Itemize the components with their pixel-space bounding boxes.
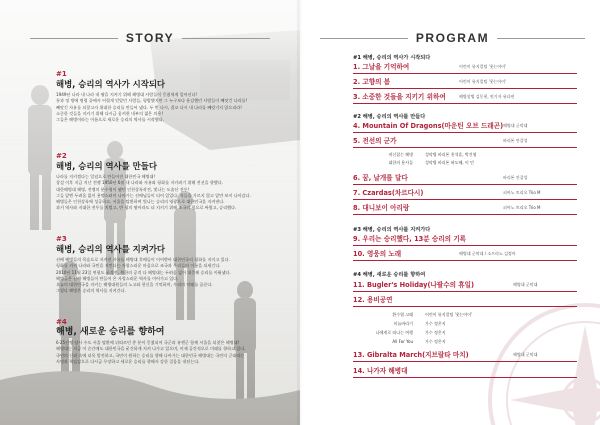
program-title: 7. Czardas(차르다시) <box>353 189 424 197</box>
program-title: 11. Bugler's Holiday(나팔수의 휴일) <box>353 281 475 289</box>
program-sub-item <box>353 321 577 327</box>
heading-rule <box>320 38 408 39</box>
story-title: 해병, 승리의 역사를 지켜가다 <box>56 244 166 254</box>
program-performer: 어린이 뮤지컬팀 '웃는아이' <box>459 64 507 69</box>
program-title: 9. 우리는 승리했다, 13분 승리의 기록 <box>353 235 467 243</box>
program-performer: 해병상병 김동현, 연기자 유다연 <box>459 94 515 99</box>
sub-performer: 어린이 뮤지컬팀 '웃는아이' <box>425 312 473 317</box>
story-title: 해병, 새로운 승리를 향하여 <box>56 327 165 337</box>
story-body: 6·25전쟁 당시 수도 서울 탈환에 뒤따르던 총 분이 뭉쳤되어 국군과 유엔군 함께 서울을 되찾은 해병대! 해병대는 지금 이 순간에도 대한민국을 굳건하게 지켜 나가고 있으며, 이제 공간적으로 미래를 향하고 있다. 국민의 신뢰 속에 더욱 발전하고, 국민이 원하는 승리를 향해 나아가는 대한민국 해병대는 국민의 군대라는 사명과 책임감으로 다시금 무장하고 새로운 승리를 향해서 강한 걸음을 내딛는다. <box>56 340 246 364</box>
sub-song: 귀신잡는 해병 <box>388 152 413 157</box>
program-title: 4. Mountain Of Dragons(마운틴 오브 드래곤) <box>353 122 504 130</box>
program-performer: 해병대 군악대 <box>503 123 528 128</box>
program-item <box>353 172 577 185</box>
program-item <box>353 248 577 261</box>
page-fold-shadow <box>297 0 303 425</box>
marine-corps-emblem <box>485 300 600 425</box>
program-performer: 피아노 트리오 Trio M <box>503 190 541 195</box>
program-item <box>353 279 577 292</box>
program-sub-item <box>353 160 577 166</box>
story-title: 해병, 승리의 역사가 시작되다 <box>56 79 166 89</box>
sub-song: 미늘바라기 <box>393 321 413 326</box>
story-item-4 <box>56 318 271 365</box>
program-sub-item <box>353 312 577 318</box>
program-item <box>353 365 577 378</box>
program-performer: 피아노 트리오 Trio M <box>503 205 541 210</box>
heading-rule <box>497 38 585 39</box>
story-number: #1 <box>56 70 67 78</box>
sub-song: All For You <box>392 339 413 344</box>
sub-performer: 가수 정은지 <box>425 321 446 326</box>
program-heading <box>320 30 585 46</box>
program-item <box>353 202 577 215</box>
program-item <box>353 76 577 89</box>
program-title: 5. 전선의 군가 <box>353 137 397 145</box>
story-number: #2 <box>56 152 67 160</box>
story-number: #4 <box>56 318 67 326</box>
program-title: 3. 소중한 것들을 지키기 위하여 <box>353 93 446 101</box>
program-title: 1. 그날을 기억하여 <box>353 63 410 71</box>
program-item <box>353 120 577 133</box>
program-section-1: #1 해병, 승리의 역사가 시작되다 <box>353 55 431 61</box>
program-sub-item <box>353 339 577 345</box>
program-title: 10. 영웅의 노래 <box>353 250 402 258</box>
program-item <box>353 294 577 307</box>
program-title: 14. 나가자 해병대 <box>353 367 408 375</box>
story-item-1 <box>56 70 271 123</box>
sub-performer: 가수 정은지 <box>425 330 446 335</box>
sub-performer: 성악병 바리톤 허도혜, 이 민 <box>425 160 474 165</box>
program-title: 13. Gibralta March(지브랄타 마치) <box>353 351 469 359</box>
program-title: 12. 용비공연 <box>353 296 393 304</box>
program-item <box>353 187 577 200</box>
program-title: 2. 고향의 봄 <box>353 78 391 86</box>
program-item <box>353 91 577 104</box>
program-title: 6. 꿈, 날개를 달다 <box>353 174 408 182</box>
program-heading-text: PROGRAM <box>415 31 490 45</box>
story-item-2 <box>56 152 271 212</box>
story-heading <box>30 30 270 46</box>
story-number: #3 <box>56 235 67 243</box>
program-sub-item <box>353 330 577 336</box>
sub-song: 나에게로 떠나는 여행 <box>375 330 413 335</box>
program-item <box>353 233 577 246</box>
heading-rule <box>182 38 270 39</box>
program-section-4: #4 해병, 새로운 승리를 향하여 <box>353 272 426 278</box>
program-section-3: #3 해병, 승리의 역사를 지켜가다 <box>353 227 431 233</box>
program-performer: 해병대 군악대 <box>513 282 538 287</box>
program-performer: 어린이 뮤지컬팀 '웃는아이' <box>459 79 507 84</box>
program-sub-item <box>353 152 577 158</box>
sub-performer: 성악병 바리톤 홍석훈, 박건영 <box>425 152 477 157</box>
program-item <box>353 61 577 74</box>
sub-song: 대한의 용사들 <box>388 160 413 165</box>
program-section-2: #2 해병, 승리의 역사를 만들다 <box>353 114 426 120</box>
story-body: 1949년 나라 내 나라 내 땅을 지켜기 위해 해병대 사람들이 뭉쳤세게 일어선다! 통과 정 방에 명령 끝에서 어렵게 닫았던 사람들, 평범했지만 그 누구보다 용감했던 사람들이 빼앗긴 나라를! 빼앗긴 자유를 되찾고자 위대한 승리를 만들어 냈다. 두 번 다시, 결코 다시 내 나라를 빼앗기지 않으리라! 소중한 것들을 지키기 위해 다시금 움켜쥔 내부의 젊은 의용! 그들은 해병이라는 이름으로 새로운 승리의 역사를 시작했다. <box>56 92 248 123</box>
story-item-3 <box>56 235 271 295</box>
program-page <box>300 0 600 425</box>
program-item <box>353 349 577 362</box>
program-performer: 해병대 군악대 <box>513 352 538 357</box>
sub-performer: 가수 정은지 <box>425 339 446 344</box>
story-body: 나라를 지키겠다는 일념으로 만들어진 대한민국 해병대! 창설 이후 지금 지난 전쟁 1950년 6월 내 나라와 자유와 평화를 지키려기 위해 전선을 향했다. 대한해병대 해병, 전쟁의 분수령이 됐던 인천상륙작전, 빛나는 도솔산 전투! 그들 앞엔 두려움 없이 용맹스러이 나아가는 선배님들이 되어 있었다. 적들을 가르지 않고 앞만 보이 나아갔다. 해병들은 인천상륙에 성공하고, 서울을 탈환하여 빛나는 승리의 영광으로 대한민국을 지켜낸다. 과거 역사와 지대한 전투를 치렀고, 반 평의 땅이라도 더 지키기 위해 조국의 힘으로 싸웠고, 승리했다. <box>56 174 251 211</box>
sub-song: 환수엽 고래 <box>392 312 413 317</box>
program-performer: 해병대 군악대 / 소프라노 김정아 <box>459 251 516 256</box>
program-performer: 바리톤 안갑성 <box>503 175 528 180</box>
story-body: 선배 해병들의 목숨으로 지켜낸 자유를 해병대 후배들이 이어받아 대한민국의 평화를 지키고 있다. 평화를 지켜 나라와 국민을 지킨다는 자랑스러운 마음으로 조국과 우리들의 이름을 되새긴다. 2010년 11월 23일 연평도 포격전, 북한의 공격 다 해병대는 두려움 없이 대응해 승리를 이뤄냈다. 해병들은 선배 해병들이 만들어 온 자랑스러운 역사를 이어가고 있다. 오늘의 대한민국을 지키는 해병대원들의 노고와 헌신을 기억하며, 우리의 미래를 꿈꾼다. 그렇다 해병은 승리의 역사를 지켜간다. <box>56 257 231 294</box>
program-item <box>353 135 577 148</box>
heading-rule <box>30 38 118 39</box>
story-heading-text: STORY <box>125 31 175 45</box>
story-title: 해병, 승리의 역사를 만들다 <box>56 161 157 171</box>
program-performer: 바리톤 안갑성 <box>503 138 528 143</box>
program-title: 8. 대니보이 아리랑 <box>353 204 410 212</box>
